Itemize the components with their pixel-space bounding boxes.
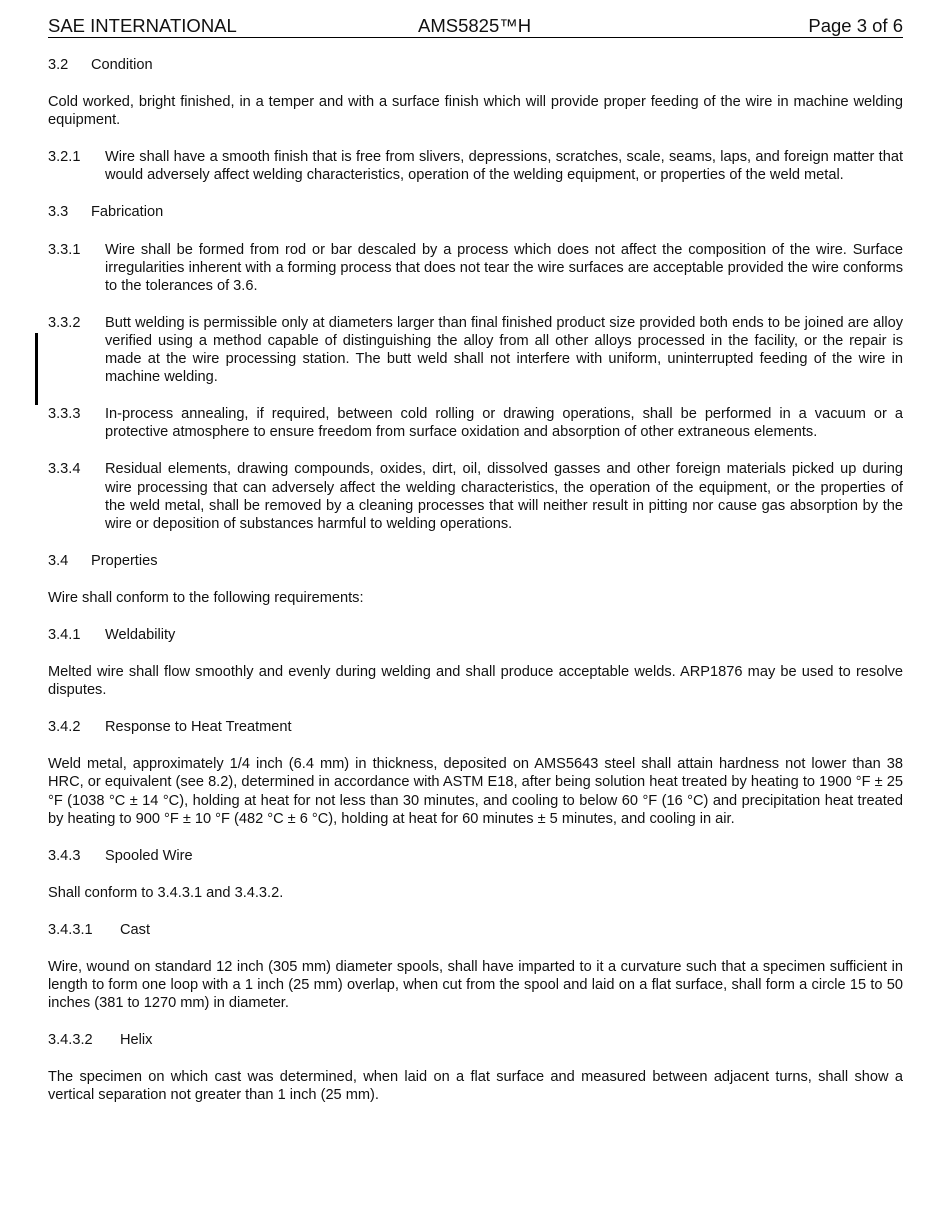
paragraph-3-4-1: Melted wire shall flow smoothly and evenly during welding and shall produce acceptable welds. ARP1876 may be used to resolve disputes. — [48, 664, 903, 699]
section-number: 3.4 — [48, 552, 69, 569]
paragraph-text: Wire shall have a smooth finish that is free from slivers, depressions, scratches, scale, seams, laps, and foreign matter that would adversely affect welding characteristics, operation of the welding equipment, or properties of the weld metal. — [105, 149, 903, 184]
org-name: SAE INTERNATIONAL — [48, 15, 237, 36]
section-number: 3.2.1 — [48, 149, 81, 166]
paragraph-text: Wire shall be formed from rod or bar descaled by a process which does not affect the composition of the wire. Surface irregularities inherent with a forming process that does not tear the wire surfaces are acceptable provided the wire conforms to the tolerances of 3.6. — [105, 241, 903, 294]
section-title: Spooled Wire — [105, 847, 193, 864]
paragraph-text: Butt welding is permissible only at diameters larger than final finished product size provided both ends to be joined are alloy verified using a method capable of distinguishing the alloy from all other alloys processed in the facility, or the repair is made at the wire processing station. The butt weld shall not interfere with uniform, uninterrupted feeding of the wire in machine welding. — [105, 314, 903, 386]
paragraph-3-4-3-2: The specimen on which cast was determined, when laid on a flat surface and measured between adjacent turns, shall show a vertical separation not greater than 1 inch (25 mm). — [48, 1069, 903, 1104]
page-header — [48, 15, 903, 38]
section-heading-3-3 — [48, 203, 903, 221]
paragraph-text: Residual elements, drawing compounds, oxides, dirt, oil, dissolved gasses and other foreign materials picked up during wire processing that can adversely affect the welding characteristics, the operation of the equipment, or the properties of the weld metal, shall be removed by a cleaning processes that will neither result in pitting nor cause gas absorption by the wire or deposition of substances harmful to welding operations. — [105, 461, 903, 532]
section-heading-3-4-1 — [48, 626, 903, 644]
section-number: 3.2 — [48, 57, 69, 73]
section-number: 3.3.3 — [48, 406, 81, 423]
section-number: 3.4.3.1 — [48, 921, 93, 938]
document-body — [48, 56, 903, 1124]
section-heading-3-4-2 — [48, 718, 903, 736]
section-number: 3.3.2 — [48, 314, 81, 331]
paragraph-3-3-1 — [48, 241, 903, 295]
paragraph-3-4-3-1: Wire, wound on standard 12 inch (305 mm) diameter spools, shall have imparted to it a curvature such that a specimen sufficient in length to form one loop with a 1 inch (25 mm) overlap, when cut from the spool and laid on a flat surface, shall form a circle 15 to 50 inches (381 to 1270 mm) in diameter. — [48, 959, 903, 1012]
section-number: 3.4.3 — [48, 847, 81, 864]
section-number: 3.4.2 — [48, 719, 81, 736]
section-title: Weldability — [105, 626, 176, 643]
document-id: AMS5825™H — [418, 15, 532, 36]
revision-change-bar — [35, 333, 38, 405]
section-title: Cast — [120, 921, 151, 938]
paragraph-3-2-1 — [48, 148, 903, 184]
page-number: Page 3 of 6 — [808, 15, 903, 36]
section-number: 3.3.1 — [48, 241, 81, 258]
section-number: 3.4.3.2 — [48, 1032, 93, 1049]
section-title: Response to Heat Treatment — [105, 719, 292, 736]
section-heading-3-4-3-2 — [48, 1031, 903, 1049]
paragraph-3-3-4 — [48, 460, 903, 532]
section-heading-3-4-3-1 — [48, 921, 903, 939]
section-title: Helix — [120, 1032, 153, 1049]
paragraph-3-2: Cold worked, bright finished, in a temper and with a surface finish which will provide proper feeding of the wire in machine welding equipment. — [48, 94, 903, 129]
section-number: 3.3.4 — [48, 461, 81, 478]
section-heading-3-4-3 — [48, 847, 903, 865]
section-title: Properties — [91, 552, 158, 569]
section-heading-3-4 — [48, 552, 903, 570]
section-heading-3-2 — [48, 56, 903, 74]
paragraph-text: In-process annealing, if required, between cold rolling or drawing operations, shall be performed in a vacuum or a protective atmosphere to ensure freedom from surface oxidation and absorption of other extraneous elements. — [105, 406, 903, 441]
paragraph-3-3-2 — [48, 314, 903, 386]
section-number: 3.4.1 — [48, 626, 81, 643]
section-title: Condition — [91, 57, 153, 73]
paragraph-3-4-2: Weld metal, approximately 1/4 inch (6.4 mm) in thickness, deposited on AMS5643 steel shall attain hardness not lower than 38 HRC, or equivalent (see 8.2), determined in accordance with ASTM E18, after being solution heat treated by heating to 1900 °F ± 25 °F (1038 °C ± 14 °C), holding at heat for not less than 30 minutes, and cooling to below 60 °F (16 °C) and precipitation heat treated by heating to 900 °F ± 10 °F (482 °C ± 6 °C), holding at heat for 60 minutes ± 5 minutes, and cooling in air. — [48, 756, 903, 827]
paragraph-3-4: Wire shall conform to the following requirements: — [48, 589, 364, 606]
paragraph-3-4-3: Shall conform to 3.4.3.1 and 3.4.3.2. — [48, 884, 284, 901]
paragraph-3-3-3 — [48, 405, 903, 441]
section-title: Fabrication — [91, 204, 164, 221]
section-number: 3.3 — [48, 204, 69, 221]
